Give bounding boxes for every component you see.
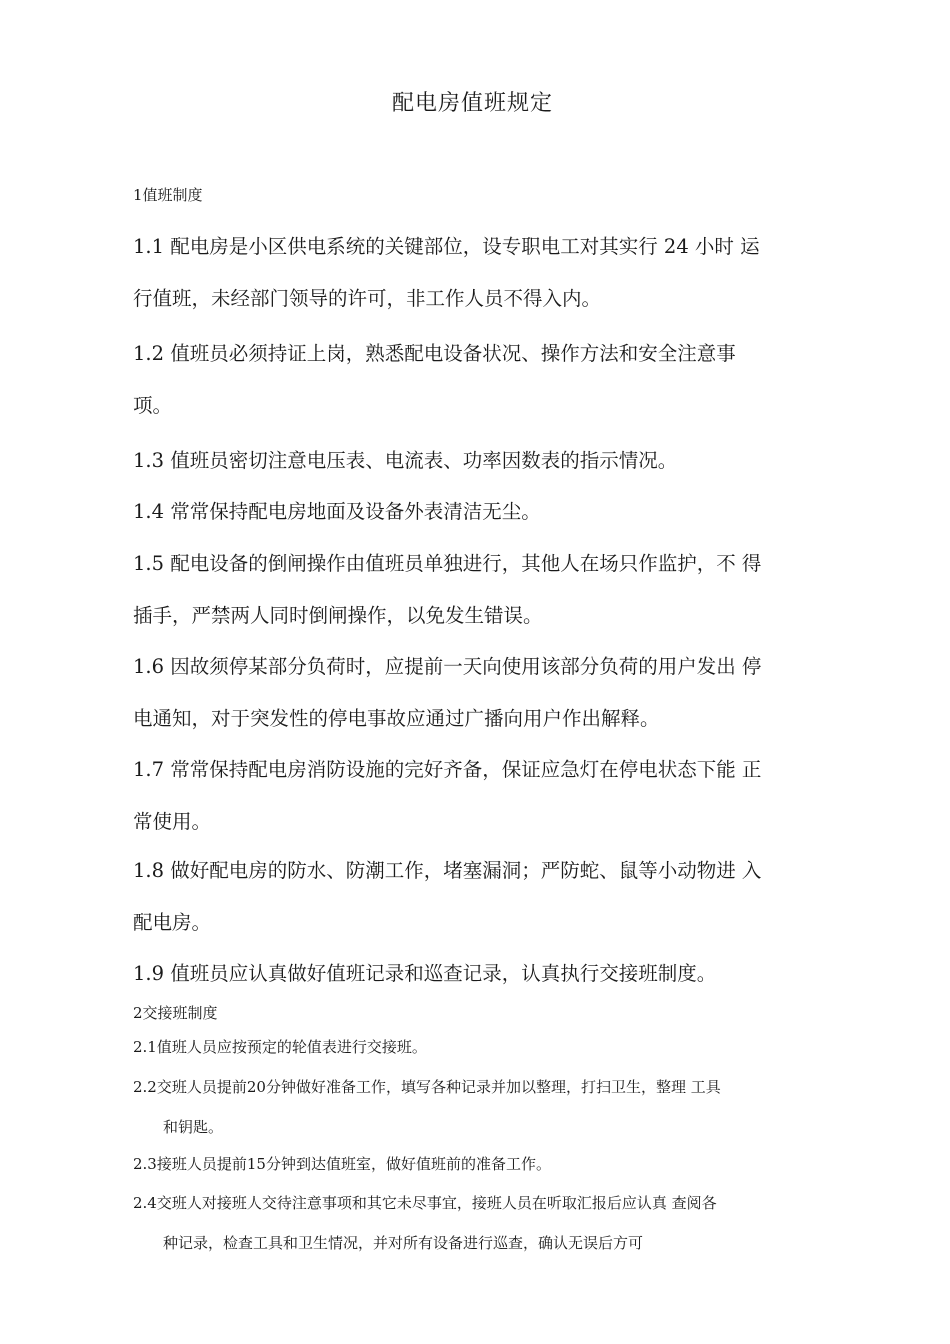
clause-1-7	[133, 744, 823, 848]
clause-line: 1.8 做好配电房的防水、防潮工作，堵塞漏洞；严防蛇、鼠等小动物进 入	[133, 859, 762, 882]
clause-line: 1.6 因故须停某部分负荷时，应提前一天向使用该部分负荷的用户发出 停	[133, 655, 762, 678]
clause-2-4	[133, 1183, 818, 1263]
clause-1-1	[133, 221, 823, 325]
clause-line: 2.1值班人员应按预定的轮值表进行交接班。	[133, 1038, 427, 1056]
clause-line: 1.2 值班员必须持证上岗，熟悉配电设备状况、操作方法和安全注意事	[133, 342, 736, 365]
clause-1-6	[133, 641, 823, 745]
clause-line: 1.7 常常保持配电房消防设施的完好齐备，保证应急灯在停电状态下能 正	[133, 758, 762, 781]
clause-line: 2.3接班人员提前15分钟到达值班室，做好值班前的准备工作。	[133, 1155, 551, 1173]
clause-line: 和钥匙。	[163, 1118, 224, 1136]
clause-line: 插手，严禁两人同时倒闸操作，以免发生错误。	[133, 604, 543, 627]
clause-line: 配电房。	[133, 911, 212, 934]
clause-line: 1.3 值班员密切注意电压表、电流表、功率因数表的指示情况。	[133, 449, 678, 472]
document-title: 配电房值班规定	[391, 91, 553, 116]
clause-line: 行值班，未经部门领导的许可，非工作人员不得入内。	[133, 287, 602, 310]
clause-1-2	[133, 328, 823, 432]
section-heading-handover: 2交接班制度	[133, 1004, 218, 1022]
clause-1-8	[133, 845, 823, 949]
clause-1-5	[133, 538, 823, 642]
clause-1-9	[133, 948, 823, 1000]
section-heading-duty: 1值班制度	[133, 186, 203, 204]
clause-line: 2.2交班人员提前20分钟做好准备工作，填写各种记录并加以整理，打扫卫生，整理 工具	[133, 1078, 721, 1096]
clause-2-1	[133, 1027, 818, 1067]
clause-1-3	[133, 435, 823, 487]
clause-line: 1.5 配电设备的倒闸操作由值班员单独进行，其他人在场只作监护，不 得	[133, 552, 762, 575]
clause-line: 项。	[133, 394, 173, 417]
clause-line: 常使用。	[133, 810, 212, 833]
clause-1-4	[133, 486, 823, 538]
clause-line: 1.4 常常保持配电房地面及设备外表清洁无尘。	[133, 500, 541, 523]
clause-line: 种记录，检查工具和卫生情况，并对所有设备进行巡查，确认无误后方可	[163, 1234, 644, 1252]
clause-2-2	[133, 1067, 818, 1147]
clause-2-3	[133, 1144, 818, 1184]
clause-line: 1.9 值班员应认真做好值班记录和巡查记录，认真执行交接班制度。	[133, 962, 717, 985]
clause-line: 1.1 配电房是小区供电系统的关键部位，设专职电工对其实行 24 小时 运	[133, 235, 760, 258]
clause-line: 电通知，对于突发性的停电事故应通过广播向用户作出解释。	[133, 707, 660, 730]
clause-line: 2.4交班人对接班人交待注意事项和其它未尽事宜，接班人员在听取汇报后应认真 查阅各	[133, 1194, 717, 1212]
